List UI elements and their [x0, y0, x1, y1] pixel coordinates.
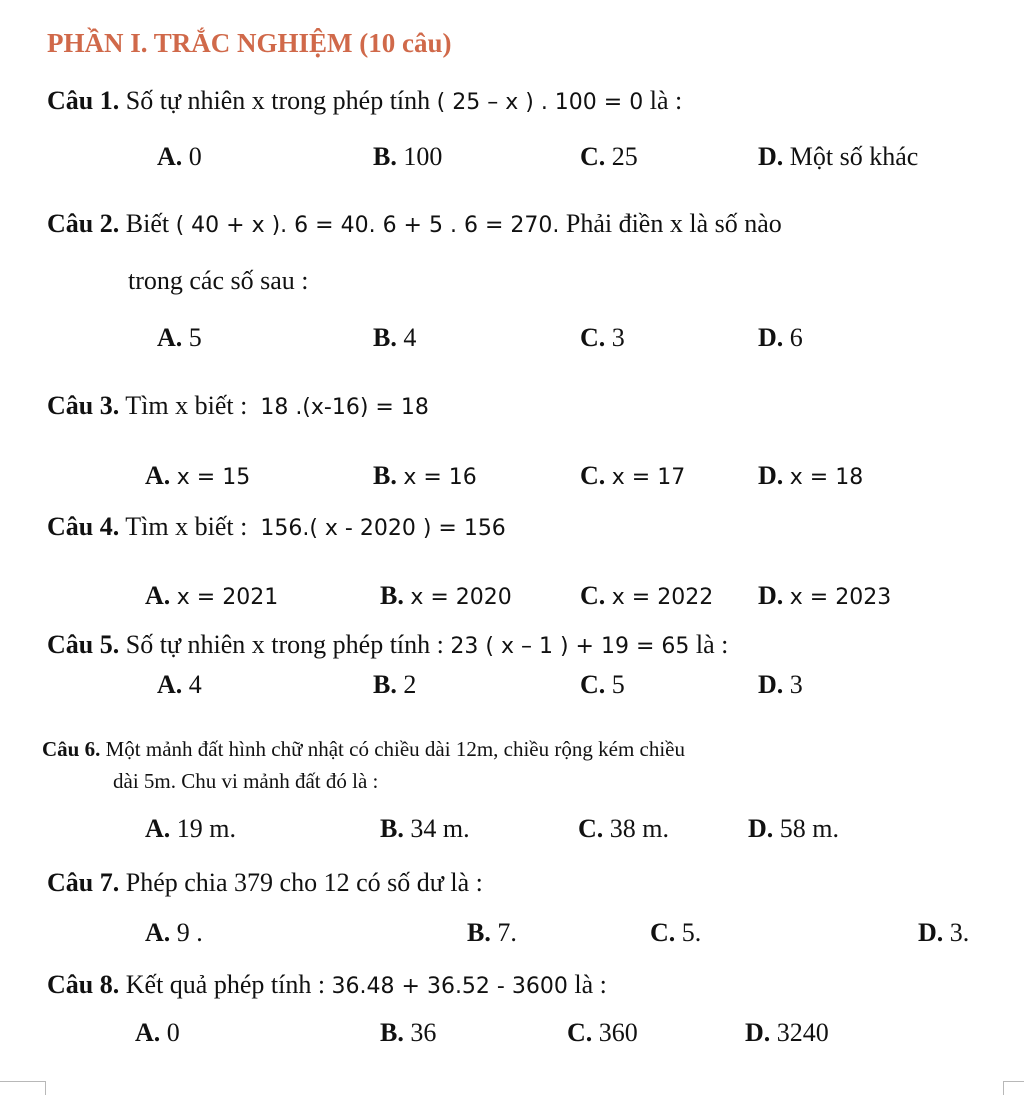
question-text: Một mảnh đất hình chữ nhật có chiều dài 12m, chiều rộng kém chiều — [105, 737, 686, 761]
page-corner-mark — [1003, 1081, 1024, 1082]
option-a[interactable]: A. 5 — [157, 323, 202, 352]
option-b[interactable]: B. x = 16 — [373, 461, 477, 490]
option-a[interactable]: A. 9 . — [145, 918, 203, 947]
option-d[interactable]: D. Một số khác — [758, 142, 919, 171]
option-d[interactable]: D. x = 2023 — [758, 581, 892, 610]
page-corner-mark — [0, 1081, 46, 1082]
question-label: Câu 3. — [47, 391, 120, 420]
option-a[interactable]: A. 19 m. — [145, 814, 237, 843]
question-label: Câu 6. — [42, 737, 101, 761]
option-a[interactable]: A. 0 — [157, 142, 202, 171]
question-7 — [47, 866, 483, 900]
question-2-line2: trong các số sau : — [128, 266, 309, 295]
question-math: 156.( x - 2020 ) = 156 — [260, 516, 506, 541]
option-d[interactable]: D. x = 18 — [758, 461, 864, 490]
question-math: 18 .(x-16) = 18 — [260, 395, 429, 420]
option-b[interactable]: B. 34 m. — [380, 814, 470, 843]
option-d[interactable]: D. 6 — [758, 323, 803, 352]
option-b[interactable]: B. 36 — [380, 1018, 437, 1047]
question-math: ( 40 + x ). 6 = 40. 6 + 5 . 6 = 270. — [175, 213, 560, 238]
option-d[interactable]: D. 3 — [758, 670, 803, 699]
question-2 — [47, 207, 782, 243]
option-b[interactable]: B. 7. — [467, 918, 517, 947]
question-label: Câu 7. — [47, 868, 120, 897]
option-a[interactable]: A. 0 — [135, 1018, 180, 1047]
option-a[interactable]: A. 4 — [157, 670, 202, 699]
option-b[interactable]: B. 4 — [373, 323, 417, 352]
option-c[interactable]: C. 5. — [650, 918, 702, 947]
question-label: Câu 8. — [47, 970, 120, 999]
question-math: 36.48 + 36.52 - 3600 — [331, 974, 568, 999]
option-b[interactable]: B. 2 — [373, 670, 417, 699]
question-1 — [47, 84, 682, 120]
question-text: Số tự nhiên x trong phép tính — [125, 86, 431, 115]
option-c[interactable]: C. x = 17 — [580, 461, 686, 490]
option-d[interactable]: D. 3. — [918, 918, 970, 947]
option-b[interactable]: B. x = 2020 — [380, 581, 512, 610]
option-c[interactable]: C. 3 — [580, 323, 625, 352]
option-d[interactable]: D. 3240 — [745, 1018, 829, 1047]
question-suffix: là : — [649, 86, 683, 115]
page-corner-mark — [45, 1081, 46, 1095]
question-6 — [42, 735, 685, 763]
question-text: Tìm x biết : — [125, 391, 248, 420]
question-4 — [47, 510, 506, 546]
option-a[interactable]: A. x = 15 — [145, 461, 251, 490]
option-c[interactable]: C. 25 — [580, 142, 638, 171]
question-suffix: là : — [695, 630, 729, 659]
option-a[interactable]: A. x = 2021 — [145, 581, 279, 610]
question-text: Phép chia 379 cho 12 có số dư là : — [125, 868, 483, 897]
question-label: Câu 4. — [47, 512, 120, 541]
question-3 — [47, 389, 429, 425]
question-math: ( 25 – x ) . 100 = 0 — [436, 90, 644, 115]
page-corner-mark — [1003, 1081, 1004, 1095]
question-label: Câu 2. — [47, 209, 120, 238]
question-label: Câu 1. — [47, 86, 120, 115]
question-math: 23 ( x – 1 ) + 19 = 65 — [450, 634, 690, 659]
question-5 — [47, 628, 728, 664]
option-d[interactable]: D. 58 m. — [748, 814, 840, 843]
option-c[interactable]: C. 38 m. — [578, 814, 670, 843]
option-c[interactable]: C. 5 — [580, 670, 625, 699]
question-suffix: Phải điền x là số nào — [565, 209, 782, 238]
option-c[interactable]: C. x = 2022 — [580, 581, 714, 610]
question-text: Kết quả phép tính : — [125, 970, 326, 999]
question-text: Số tự nhiên x trong phép tính : — [125, 630, 444, 659]
option-c[interactable]: C. 360 — [567, 1018, 638, 1047]
question-8 — [47, 968, 607, 1004]
question-label: Câu 5. — [47, 630, 120, 659]
question-suffix: là : — [574, 970, 607, 999]
section-title: PHẦN I. TRẮC NGHIỆM (10 câu) — [47, 28, 452, 58]
question-text: Biết — [125, 209, 170, 238]
question-6-line2: dài 5m. Chu vi mảnh đất đó là : — [113, 769, 379, 793]
question-text: Tìm x biết : — [125, 512, 248, 541]
option-b[interactable]: B. 100 — [373, 142, 443, 171]
